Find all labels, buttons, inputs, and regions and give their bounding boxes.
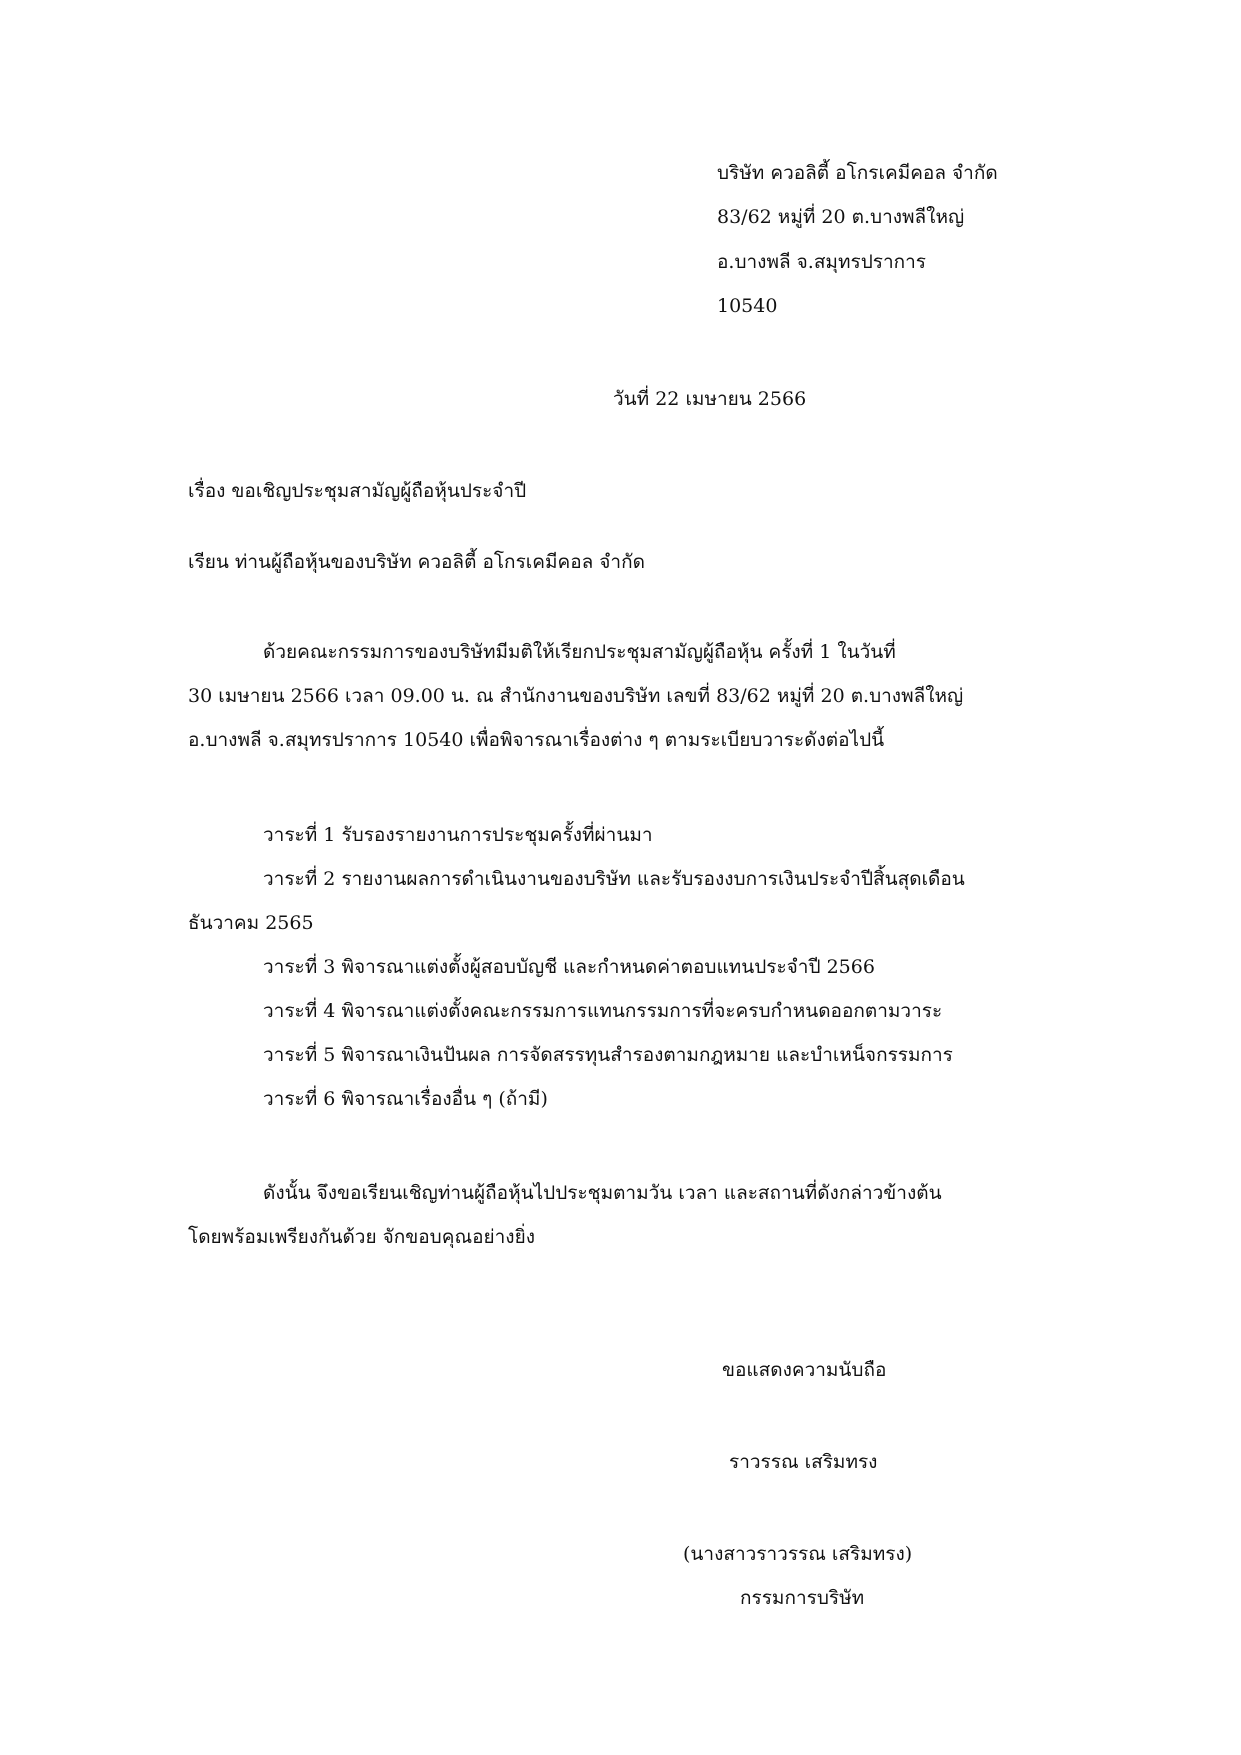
signatory-name: (นางสาวราวรรณ เสริมทรง) <box>683 1543 913 1565</box>
letter-salutation: เรียน ท่านผู้ถือหุ้นของบริษัท ควอลิตี้ อโกรเคมีคอล จำกัด <box>188 551 645 573</box>
sender-address-line: 83/62 หมู่ที่ 20 ต.บางพลีใหญ่ <box>717 206 965 228</box>
sender-district-province: อ.บางพลี จ.สมุทรปราการ <box>717 251 926 273</box>
letter-subject: เรื่อง ขอเชิญประชุมสามัญผู้ถือหุ้นประจำปี <box>188 480 527 502</box>
body-line: อ.บางพลี จ.สมุทรปราการ 10540 เพื่อพิจารณาเรื่องต่าง ๆ ตามระเบียบวาระดังต่อไปนี้ <box>188 729 885 751</box>
sender-company-name: บริษัท ควอลิตี้ อโกรเคมีคอล จำกัด <box>717 162 998 184</box>
agenda-item-2-continuation: ธันวาคม 2565 <box>188 912 314 934</box>
letter-date: วันที่ 22 เมษายน 2566 <box>613 388 807 410</box>
agenda-item-3: วาระที่ 3 พิจารณาแต่งตั้งผู้สอบบัญชี และกำหนดค่าตอบแทนประจำปี 2566 <box>263 956 875 978</box>
agenda-item-6: วาระที่ 6 พิจารณาเรื่องอื่น ๆ (ถ้ามี) <box>263 1088 548 1110</box>
closing-line: โดยพร้อมเพรียงกันด้วย จักขอบคุณอย่างยิ่ง <box>188 1226 535 1248</box>
closing-line: ดังนั้น จึงขอเรียนเชิญท่านผู้ถือหุ้นไปประชุมตามวัน เวลา และสถานที่ดังกล่าวข้างต้น <box>263 1182 942 1204</box>
agenda-item-4: วาระที่ 4 พิจารณาแต่งตั้งคณะกรรมการแทนกรรมการที่จะครบกำหนดออกตามวาระ <box>263 1000 943 1022</box>
agenda-item-2: วาระที่ 2 รายงานผลการดำเนินงานของบริษัท และรับรองงบการเงินประจำปีสิ้นสุดเดือน <box>263 868 965 890</box>
body-line: ด้วยคณะกรรมการของบริษัทมีมติให้เรียกประชุมสามัญผู้ถือหุ้น ครั้งที่ 1 ในวันที่ <box>263 641 896 663</box>
agenda-item-1: วาระที่ 1 รับรองรายงานการประชุมครั้งที่ผ่านมา <box>263 824 653 846</box>
signatory-position: กรรมการบริษัท <box>740 1587 865 1609</box>
agenda-item-5: วาระที่ 5 พิจารณาเงินปันผล การจัดสรรทุนสำรองตามกฎหมาย และบำเหน็จกรรมการ <box>263 1044 953 1066</box>
sender-postal-code: 10540 <box>717 295 778 317</box>
signature: ราวรรณ เสริมทรง <box>729 1451 878 1473</box>
body-line: 30 เมษายน 2566 เวลา 09.00 น. ณ สำนักงานของบริษัท เลขที่ 83/62 หมู่ที่ 20 ต.บางพลีใหญ่ <box>188 685 964 707</box>
regards-text: ขอแสดงความนับถือ <box>722 1359 887 1381</box>
